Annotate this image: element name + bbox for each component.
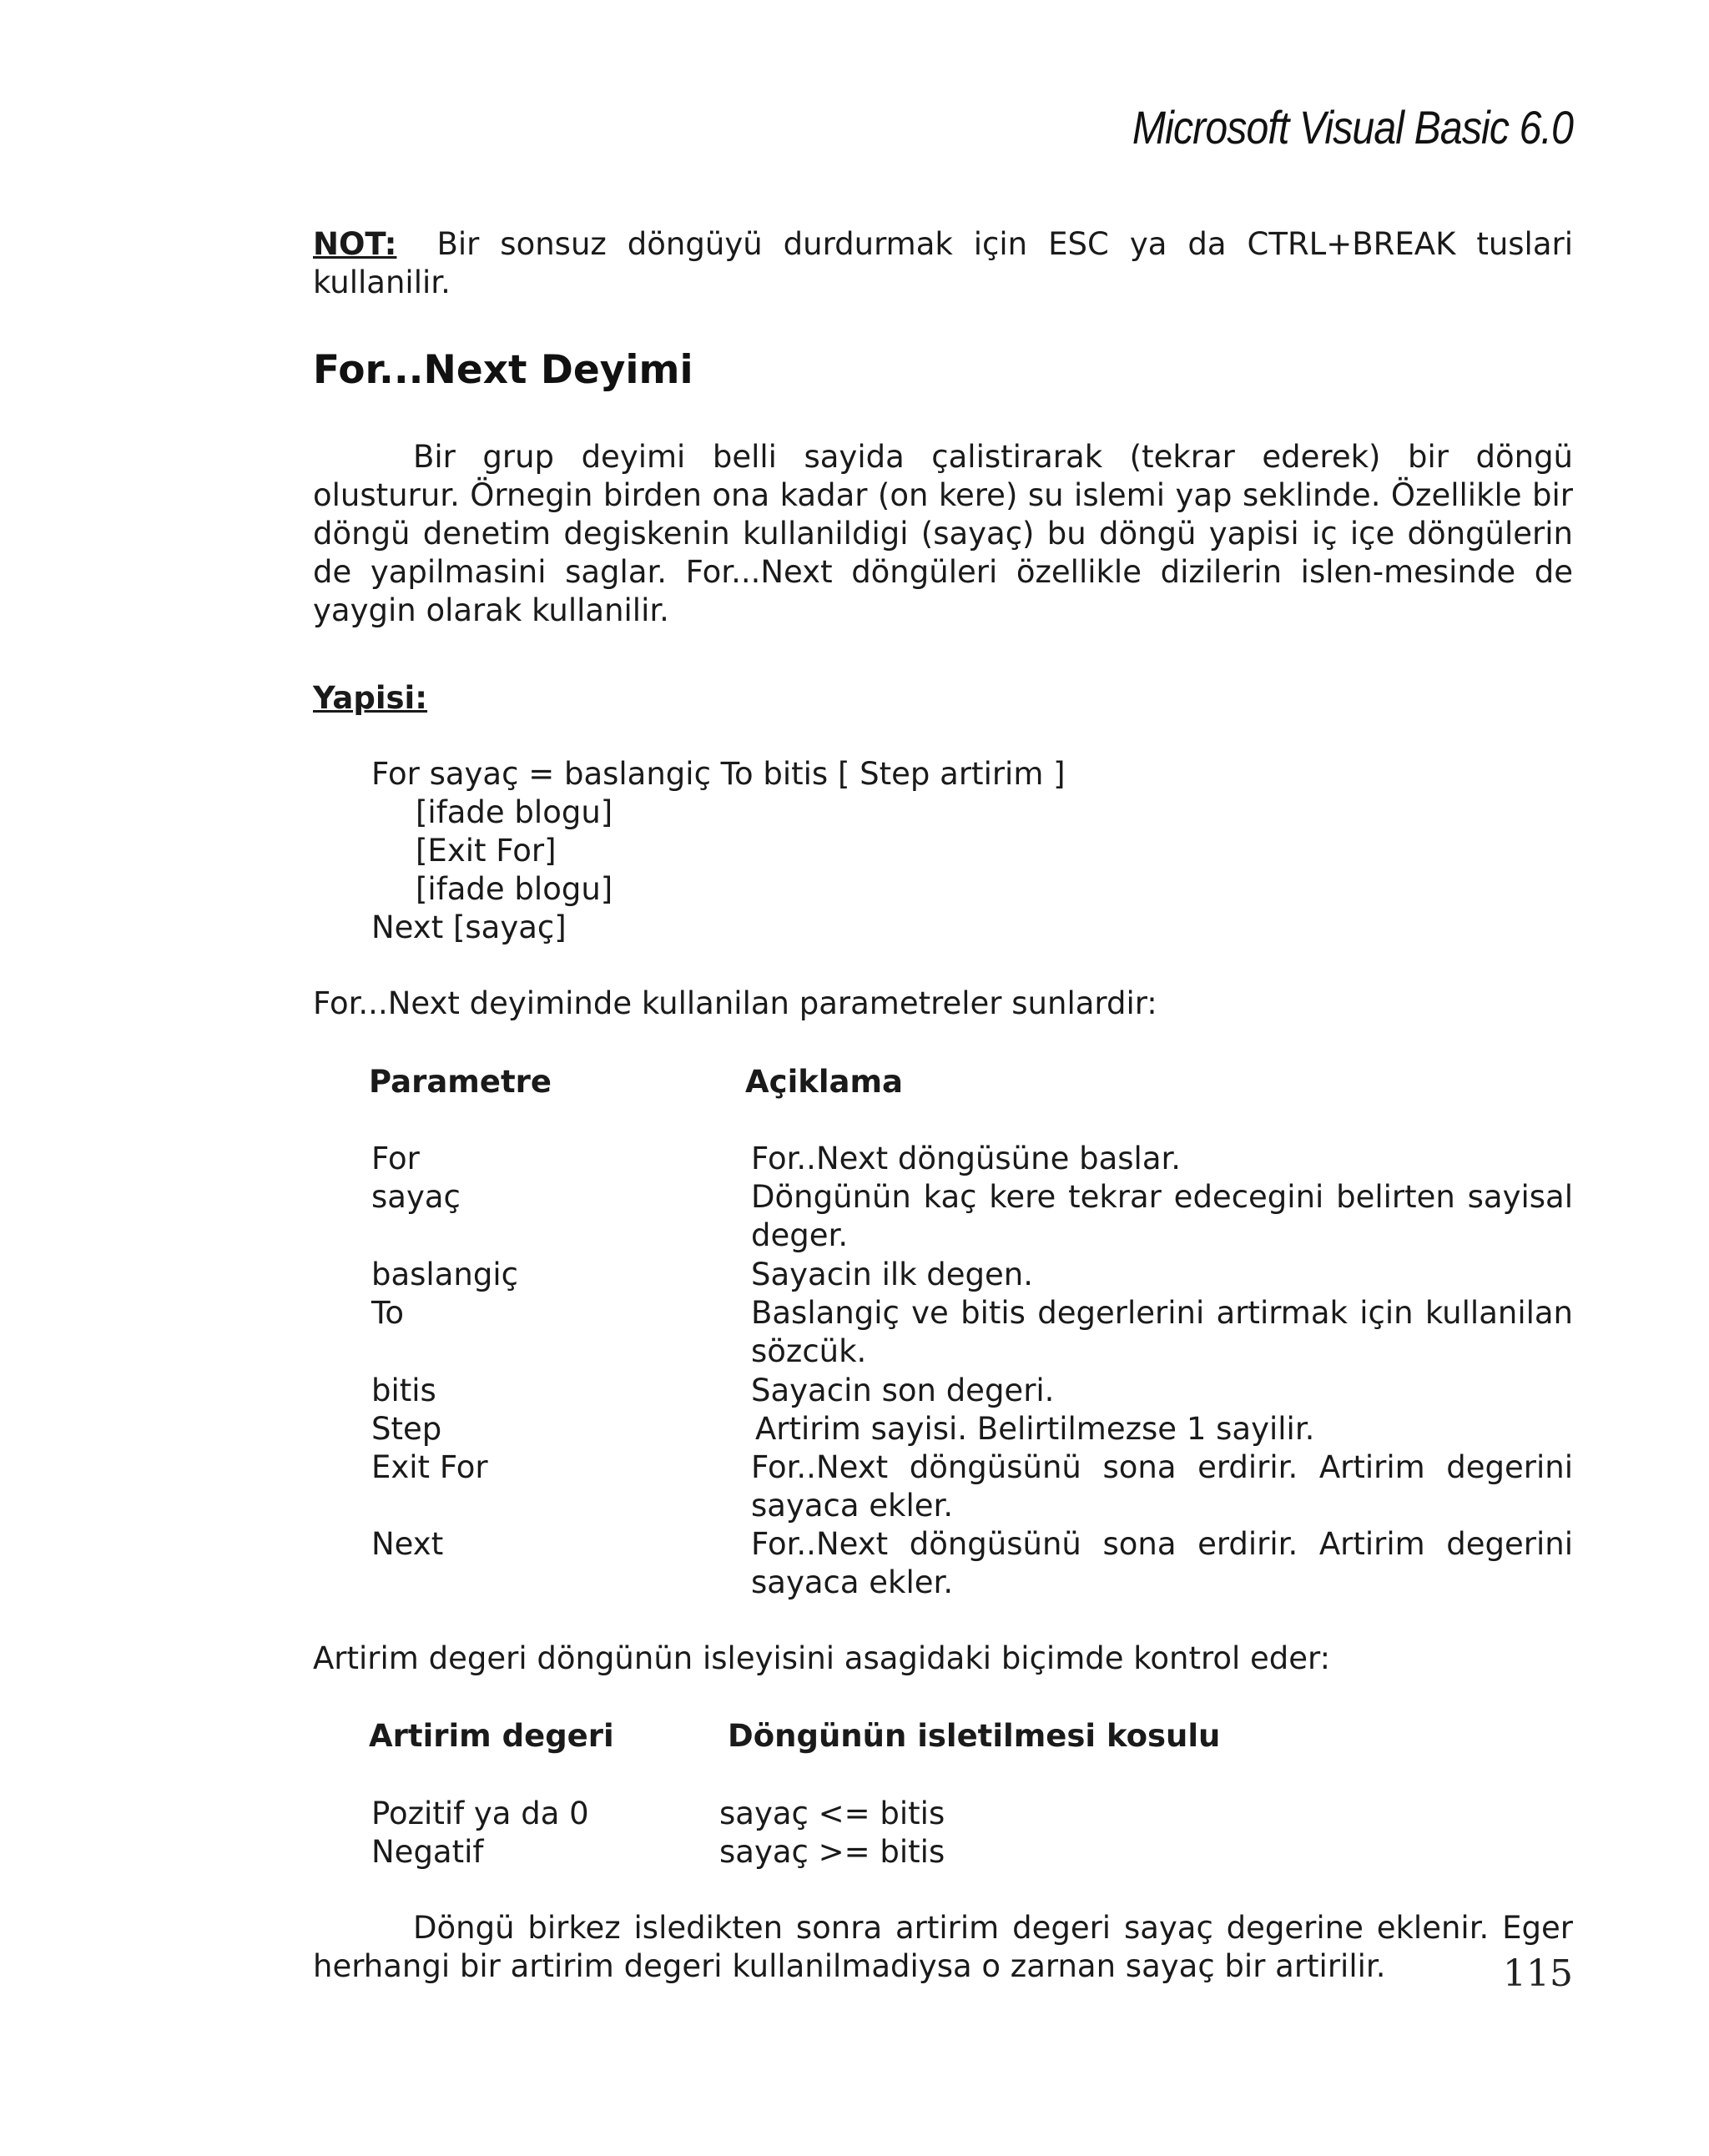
param-desc: Sayacin ilk degen. <box>751 1257 1034 1292</box>
param-desc: For..Next döngüsünü sona erdirir. Artirim degerini sayaca ekler. <box>751 1526 1573 1600</box>
running-header-title: Microsoft Visual Basic 6.0 <box>1132 101 1573 154</box>
param-name: Exit For <box>371 1449 488 1485</box>
param-name: sayaç <box>371 1179 461 1215</box>
code-line-3: [Exit For] <box>416 833 557 869</box>
page-number: 115 <box>1503 1952 1573 1995</box>
param-desc: Artirim sayisi. Belirtilmezse 1 sayilir. <box>755 1411 1315 1447</box>
param-desc: Sayacin son degeri. <box>751 1373 1055 1408</box>
code-line-4: [ifade blogu] <box>416 871 613 907</box>
param-desc: For..Next döngüsüne baslar. <box>751 1141 1182 1176</box>
increment-header-value: Artirim degeri <box>369 1718 614 1754</box>
increment-value: Pozitif ya da 0 <box>371 1796 589 1831</box>
code-line-1: For sayaç = baslangiç To bitis [ Step artirim ] <box>371 756 1066 792</box>
param-name: Step <box>371 1411 442 1447</box>
param-name: For <box>371 1141 420 1176</box>
section-title: For...Next Deyimi <box>313 347 693 393</box>
increment-condition: sayaç >= bitis <box>719 1834 945 1870</box>
note-label: NOT: <box>313 226 397 262</box>
intro-paragraph: Bir grup deyimi belli sayida çalistirarak (tekrar ederek) bir döngü olusturur. Örnegin birden ona kadar (on kere) su islemi yap seklinde. Özellikle bir döngü denetim degiskenin kullanildigi (sayaç) bu döngü yapisi iç içe döngülerin de yapilmasini saglar. For...Next döngüleri özellikle dizilerin islen-mesinde de yaygin olarak kullanilir. <box>313 439 1573 628</box>
param-name: To <box>371 1295 404 1331</box>
param-name: Next <box>371 1526 444 1562</box>
note-text-line2: kullanilir. <box>313 264 451 300</box>
structure-label: Yapisi: <box>313 680 428 716</box>
params-header-name: Parametre <box>369 1064 552 1100</box>
params-header-desc: Açiklama <box>745 1064 904 1100</box>
note-line-1 <box>313 225 1573 264</box>
increment-header-condition: Döngünün isletilmesi kosulu <box>728 1718 1221 1754</box>
params-intro: For...Next deyiminde kullanilan parametreler sunlardir: <box>313 985 1157 1021</box>
param-desc: For..Next döngüsünü sona erdirir. Artirim degerini sayaca ekler. <box>751 1449 1573 1524</box>
code-line-2: [ifade blogu] <box>416 794 613 830</box>
note-text-line1: Bir sonsuz döngüyü durdurmak için ESC ya da CTRL+BREAK tuslari <box>436 226 1573 262</box>
increment-intro: Artirim degeri döngünün isleyisini asagidaki biçimde kontrol eder: <box>313 1640 1331 1676</box>
param-name: bitis <box>371 1373 436 1408</box>
param-desc: Döngünün kaç kere tekrar edecegini belirten sayisal deger. <box>751 1179 1573 1253</box>
param-name: baslangiç <box>371 1257 518 1292</box>
param-desc: Baslangiç ve bitis degerlerini artirmak için kullanilan sözcük. <box>751 1295 1573 1369</box>
code-line-5: Next [sayaç] <box>371 909 567 945</box>
increment-value: Negatif <box>371 1834 484 1870</box>
increment-condition: sayaç <= bitis <box>719 1796 945 1831</box>
closing-paragraph: Döngü birkez isledikten sonra artirim degeri sayaç degerine eklenir. Eger herhangi bir artirim degeri kullanilmadiysa o zarnan sayaç bir artirilir. <box>313 1910 1573 1984</box>
